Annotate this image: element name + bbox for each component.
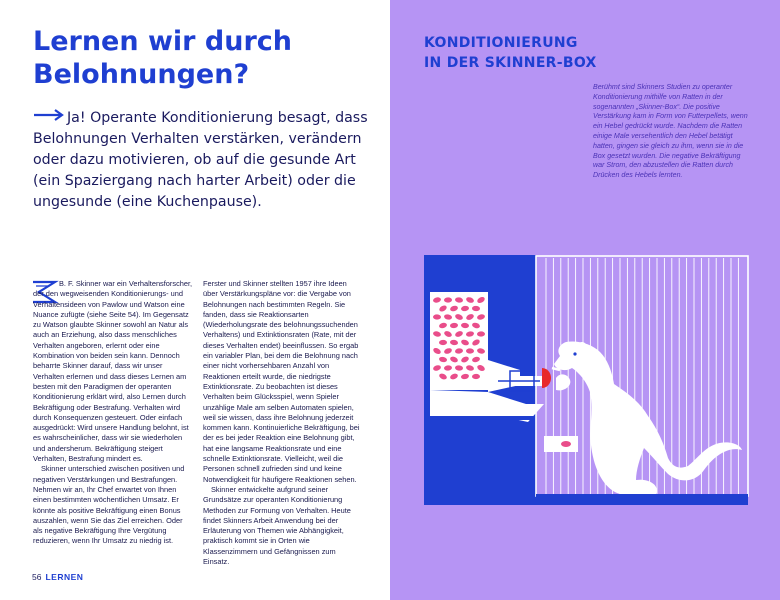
cage-grid	[536, 256, 748, 496]
lead-text: Ja! Operante Konditionierung besagt, dass Belohnungen Verhalten verstärken, verändern oder dazu motivieren, ob auf die gesunde Art (ein Spaziergang nach harter Arbeit) oder die ungesunde (eine Kuchenpause).	[33, 110, 368, 210]
rat-icon	[552, 341, 742, 494]
page-title: Lernen wir durch Belohnungen?	[33, 26, 292, 90]
cage-floor	[536, 494, 748, 505]
pellet-tray	[544, 436, 578, 452]
page-number: 56	[32, 572, 42, 582]
section-label: LERNEN	[45, 572, 84, 582]
illustration-caption: Berühmt sind Skinners Studien zu operanter Konditionierung mithilfe von Ratten in der sogenannten „Skinner-Box“. Die positive Verstärkung kam in Form von Futterpellets, wenn ein Hebel gedrückt wurde. Nachdem die Ratten einige Male versehentlich den Hebel betätigt hatten, gingen sie gleich zu ihm, wenn sie in die Box gesetzt wurden. Die negative Bekräftigung war Strom, den abzustellen die Ratten durch Drücken des Hebels lernten.	[593, 83, 748, 180]
heading-line-2: IN DER SKINNER-BOX	[424, 55, 597, 71]
body-paragraph: Skinner unterschied zwischen positiven und negativen Verstärkungen und Bestrafungen. Nehmen wir an, Ihr Chef erwartet von Ihnen einen bestimmten wöchentlichen Umsatz. Er könnte als positive Bekräftigung einen Bonus auszahlen, wenn Sie das Ziel erreichen. Oder als negative Bekräftigung Ihre Vergütung reduzieren, wenn Ihr Umsatz zu niedrig ist.	[33, 464, 185, 546]
heading-line-1: KONDITIONIERUNG	[424, 35, 578, 51]
body-paragraph: Ferster und Skinner stellten 1957 ihre Ideen über Verstärkungspläne vor: die Vergabe von Belohnungen nach bestimmten Regeln. Sie fanden, dass sie Reaktionsarten (Wiederholungsrate des belohnungssuchenden Verhaltens) und Extinktionsraten (Rate, mit der dieses Verhalten endet) beeinflussen. So ergab ein variabler Plan, bei dem die Belohnung nach einer nicht vorhersehbaren Anzahl von Reaktionen erteilt wurde, die niedrigste Extinktionsrate. Zu beobachten ist dieses Verhalten beim Glücksspiel, wenn Spieler unzählige Male am selben Automaten spielen, weil sie wissen, dass ihre Belohnung jederzeit kommen kann. Kontinuierliche Bekräftigung, bei der es bei jeder Reaktion eine Belohnung gibt, hat eine langsame Reaktionsrate und eine schnelle Extinktionsrate. Vielleicht, weil die Personen schnell zufrieden sind und keine Notwendigkeit für häufigere Reaktionen sehen.	[203, 279, 360, 484]
body-paragraph: Skinner entwickelte aufgrund seiner Grundsätze zur operanten Konditionierung Methoden zur Formung von Verhalten. Heute findet Skinners Arbeit Anwendung bei der Erläuterung von Themen wie Abhängigkeit, praktisch kommt sie in Orten wie Klassenzimmern und Gefängnissen zum Einsatz.	[203, 484, 351, 567]
body-paragraph: B. F. Skinner war ein Verhaltensforscher, der den wegweisenden Konditionierungs- und Verhaltensideen von Pawlow und Watson eine Nuance zufügte (siehe Seite 54). Im Gegensatz zu Watson glaubte Skinner sowohl an Natur als auch an Erziehung, also dass menschliches Verhalten angeboren, erlernt oder eine Kombination von beiden sein kann. Dennoch beharrte Skinner darauf, dass wir unser Verhalten erlernen und dass dieses Lernen am besten mit den Paradigmen der operanten Konditionierung erklärt wird, also Lernen durch Bekräftigung oder Bestrafung. Verhalten wird durch Konsequenzen gesteuert. Oder einfach ausgedrückt: Wird unsere Handlung belohnt, ist es wahrscheinlicher, dass wir sie wiederholen und andersherum. Bekräftigung steigert Verhalten, Bestrafung mindert es.	[33, 279, 193, 464]
